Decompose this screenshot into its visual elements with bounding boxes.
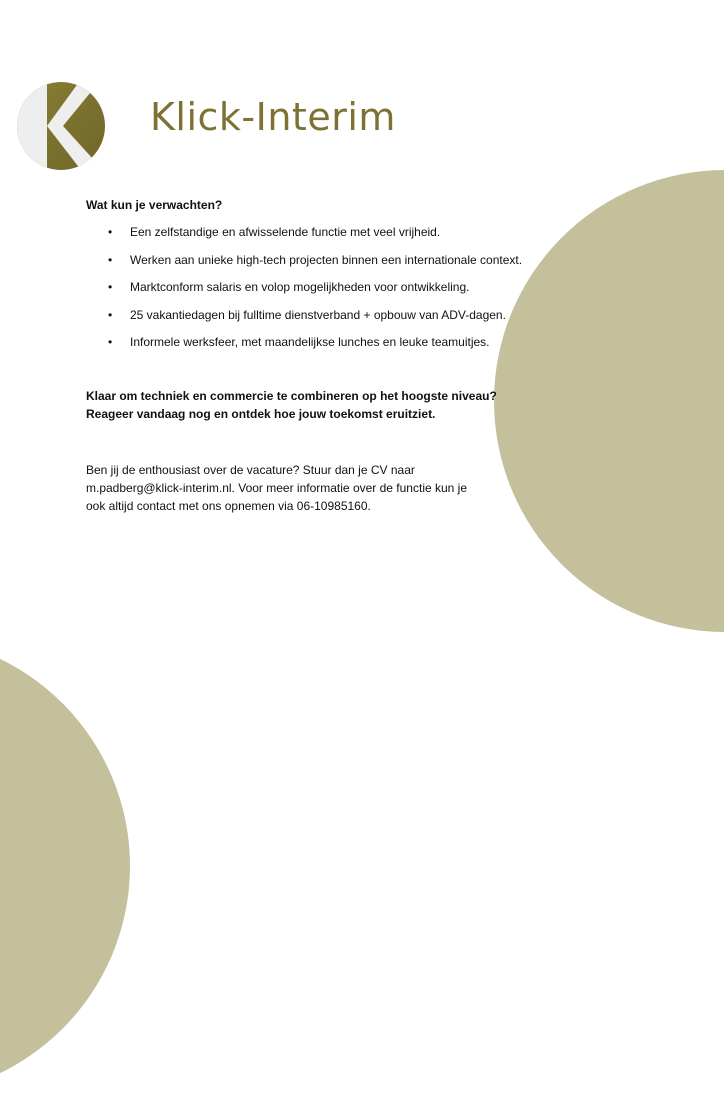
contact-line: ook altijd contact met ons opnemen via 06-10985160. xyxy=(86,499,371,513)
list-item-text: Een zelfstandige en afwisselende functie met veel vrijheid. xyxy=(130,225,441,239)
benefits-list xyxy=(86,223,546,351)
bullet-icon: • xyxy=(108,252,113,267)
klick-logo-icon xyxy=(17,82,105,170)
vacancy-content xyxy=(86,196,546,515)
decorative-circle-left xyxy=(0,636,130,1096)
list-item-text: Marktconform salaris en volop mogelijkheden voor ontwikkeling. xyxy=(130,280,470,294)
cta-line: Reageer vandaag nog en ontdek hoe jouw toekomst eruitziet. xyxy=(86,407,436,421)
call-to-action xyxy=(86,387,546,423)
contact-paragraph xyxy=(86,461,546,515)
cta-line: Klaar om techniek en commercie te combineren op het hoogste niveau? xyxy=(86,389,497,403)
bullet-icon: • xyxy=(108,335,113,349)
bullet-icon: • xyxy=(108,280,113,294)
bullet-icon: • xyxy=(108,307,113,322)
brand-name: Klick-Interim xyxy=(150,95,396,139)
section-heading: Wat kun je verwachten? xyxy=(86,198,223,212)
list-item xyxy=(86,333,546,351)
list-item xyxy=(86,251,546,269)
list-item xyxy=(86,278,546,296)
list-item-text: Werken aan unieke high-tech projecten binnen een internationale context. xyxy=(130,252,523,267)
list-item-text: Informele werksfeer, met maandelijkse lunches en leuke teamuitjes. xyxy=(130,335,490,349)
list-item xyxy=(86,306,546,324)
bullet-icon: • xyxy=(108,225,113,239)
contact-line: Ben jij de enthousiast over de vacature? Stuur dan je CV naar xyxy=(86,463,415,477)
contact-line: m.padberg@klick-interim.nl. Voor meer informatie over de functie kun je xyxy=(86,481,468,495)
list-item-text: 25 vakantiedagen bij fulltime dienstverband + opbouw van ADV-dagen. xyxy=(130,307,506,322)
list-item xyxy=(86,223,546,241)
